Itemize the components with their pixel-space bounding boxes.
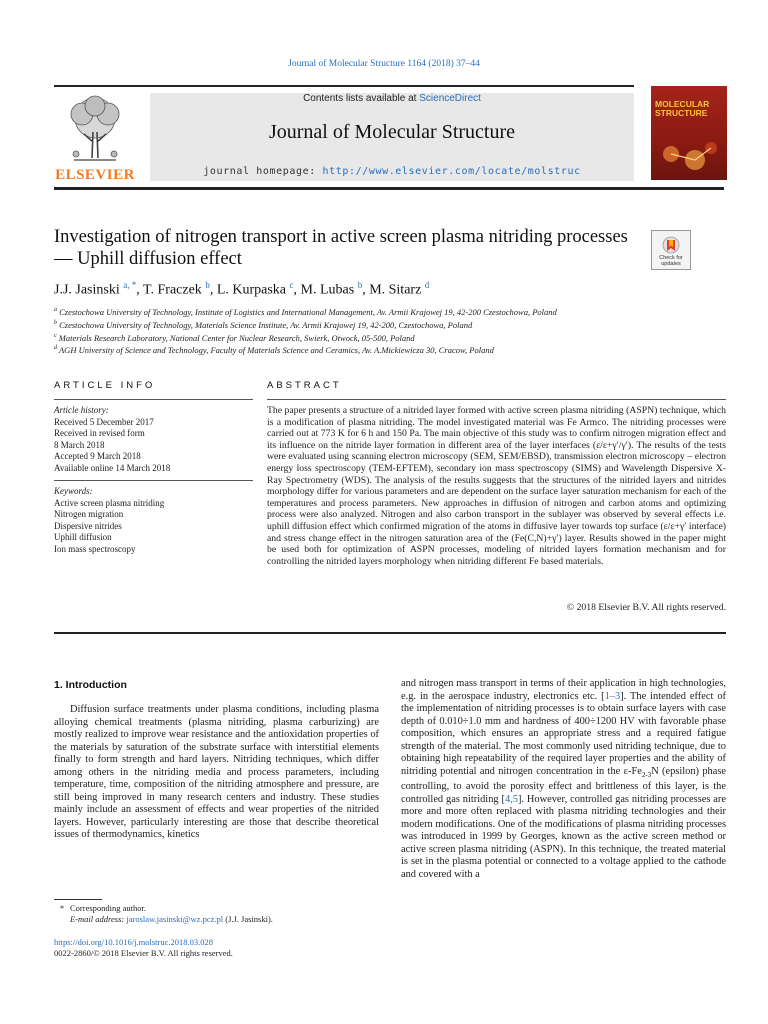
affiliation-line xyxy=(54,318,734,331)
history-item: Received 5 December 2017 xyxy=(54,416,154,427)
author-name[interactable]: M. Lubas xyxy=(300,282,355,298)
doi-block xyxy=(54,937,384,959)
abstract-copyright: © 2018 Elsevier B.V. All rights reserved. xyxy=(566,602,726,613)
bookmark-ribbon-icon xyxy=(660,235,682,257)
author-affiliation-mark[interactable]: b xyxy=(205,280,210,290)
contents-prefix: Contents lists available at xyxy=(303,93,420,104)
affiliation-key: d xyxy=(54,345,57,352)
keywords xyxy=(54,486,254,555)
author-name[interactable]: T. Fraczek xyxy=(142,282,202,298)
journal-homepage xyxy=(150,166,634,177)
affiliation-text: Czestochowa University of Technology, Institute of Logistics and International Management, Av. Armii Krajowej 19, 42-200 Czestochowa, Poland xyxy=(59,306,557,317)
cover-title: MOLECULAR STRUCTURE xyxy=(655,99,710,118)
keyword-item[interactable]: Dispersive nitrides xyxy=(54,520,122,531)
history-label: Article history: xyxy=(54,405,109,415)
author-affiliation-mark[interactable]: a, * xyxy=(123,280,137,290)
footnote-line xyxy=(54,903,384,914)
sciencedirect-link[interactable]: ScienceDirect xyxy=(419,93,481,104)
elsevier-tree-icon xyxy=(54,92,136,166)
introduction-left-column: Diffusion surface treatments under plasma conditions, including plasma alloying chemical treatments (plasma nitriding, plasma carburizing) are mostly realized to improve wear resistance and the antioxidation properties of the materials by saturation of the substrate surface with interstitial elements finally to form strength and hard layers. Nitriding techniques, which differ among others in the nitriding media and process parameters, including temperature, time, composition of the nitriding atmosphere and pressure, are still being improved in many research centers and industry. These studies mainly include an assessment of effects and wear properties of the nitrided layers. However, particularly interesting are those that describe theoretical issues of thermodynamics, kinetics xyxy=(54,704,379,840)
article-info-heading: ARTICLE INFO xyxy=(54,380,156,391)
footnote-line xyxy=(54,914,384,925)
introduction-right-column xyxy=(401,678,726,881)
article-title: Investigation of nitrogen transport in active screen plasma nitriding processes — Uphill diffusion effect xyxy=(54,227,628,269)
homepage-prefix: journal homepage: xyxy=(203,166,323,177)
author-name[interactable]: M. Sitarz xyxy=(369,282,422,298)
journal-title: Journal of Molecular Structure xyxy=(268,121,516,143)
keyword-item[interactable]: Ion mass spectroscopy xyxy=(54,543,136,554)
journal-reference-link[interactable]: Journal of Molecular Structure 1164 (2018) 37–44 xyxy=(288,59,480,69)
affiliation-line xyxy=(54,343,734,356)
footnote-marker: * xyxy=(59,903,65,913)
author-name[interactable]: J.J. Jasinski xyxy=(54,282,120,298)
author-list: J.J. Jasinski $^{a, *}$, T. Fraczek $^b$, L. Kurpaska $^c$, M. Lubas $^b$, M. Sitarz $^d$ xyxy=(54,280,430,298)
subscript: 2-3 xyxy=(641,770,652,779)
homepage-link[interactable]: http://www.elsevier.com/locate/molstruc xyxy=(322,166,581,177)
doi-link[interactable]: https://doi.org/10.1016/j.molstruc.2018.03.028 xyxy=(54,937,213,947)
citation-link[interactable]: 1–3 xyxy=(604,690,621,702)
abstract-text: The paper presents a structure of a nitrided layer formed with active screen plasma nitriding (ASPN) technique, which is a modification of plasma nitriding. The model investigated material was Fe Armco. The nitriding processes were carried out at 773 K for 6 h and 150 Pa. The main objective of this study was to confirm nitrogen migration effect and its influence on the nitride layer formation in different area of the layer interfaces (ε/ε+γ′/γ′). The results of the tests were evaluated using scanning electron microscopy (SEM, SEM/EBSD), transmission electron microscopy – electron energy loss spectroscopy (TEM-EFTEM), secondary ion mass spectroscopy (SIMS) and Wavelength Dispersive X-Ray Spectrometry (WDS). The analysis of the results suggests that the structures of the nitrided layers and nitrides morphology differ for various parameters and are dependent on the surface layer saturation mechanism for each of the temperatures and process parameters. New approaches in diffusion of nitrogen and carbon atoms and optimizing process were also analyzed. Nitrogen and also carbon transport in the sublayer was observed by several effects i.e. uphill diffusion effect which confirmed migration of the atoms in diffusive layer towards top surface (ε/ε+γ′ interface) and stress change effect in the nitrogen saturation area of the (Fe(C,N)+γ′) layer. Results showed in the paper might be used both for optimization of ASPN processes, modeling of nitrided layers formation mechanism and for controlling the nitrided layers morphology when nitriding different Fe based materials. xyxy=(267,405,726,567)
header-bottom-rule xyxy=(54,187,724,190)
issn-copyright: 0022-2860/© 2018 Elsevier B.V. All rights reserved. xyxy=(54,948,233,958)
affiliation-text: Czestochowa University of Technology, Materials Science Institute, Av. Armii Krajowej 19, 42-200, Czestochowa, Poland xyxy=(59,319,473,330)
author-affiliation-mark[interactable]: d xyxy=(424,280,430,290)
affiliation-text: Materials Research Laboratory, National Center for Nuclear Research, Swierk, Otwock, 05-500, Poland xyxy=(58,332,415,343)
affiliation-key: b xyxy=(54,319,57,326)
article-info-rule xyxy=(54,399,253,400)
history-item: Accepted 9 March 2018 xyxy=(54,451,141,461)
affiliation-line xyxy=(54,305,734,318)
email-suffix: (J.J. Jasinski). xyxy=(223,914,273,924)
history-item: Received in revised form xyxy=(54,428,145,438)
history-item: 8 March 2018 xyxy=(54,439,105,450)
abstract-heading: ABSTRACT xyxy=(267,380,342,391)
keyword-item[interactable]: Uphill diffusion xyxy=(54,532,112,542)
keywords-label: Keywords: xyxy=(54,486,93,496)
keyword-item[interactable]: Active screen plasma nitriding xyxy=(54,497,165,508)
affiliation-key: a xyxy=(54,307,57,313)
keywords-rule xyxy=(54,480,253,481)
author-affiliation-mark[interactable]: c xyxy=(289,280,294,290)
affiliation-text: AGH University of Science and Technology, Faculty of Materials Science and Ceramics, Av. A.Mickiewicza 30, Cracow, Poland xyxy=(58,345,494,356)
corresponding-author-footnote xyxy=(54,903,384,925)
body-text: ]. The intended effect of the implementation of nitriding processes is to obtain surface layers with case depth of 0.010÷1.0 mm and hardness of 400÷1200 HV with favorable phase composition, which ensures an appropriate stress and a required fatigue strength of the material. The most commonly used nitriding technique, due to obtaining high repeatability of the required layer properties and the ability of nitriding potential and nitrogen concentration in the ε-Fe xyxy=(401,690,726,777)
author-affiliation-mark[interactable]: b xyxy=(357,280,363,290)
article-history xyxy=(54,405,254,474)
introduction-heading: 1. Introduction xyxy=(54,679,127,691)
author-name[interactable]: L. Kurpaska xyxy=(216,282,287,298)
affiliation-key: c xyxy=(54,332,57,339)
author-email-link[interactable]: jaroslaw.jasinski@wz.pcz.pl xyxy=(126,914,224,924)
cover-molecule-graphic-icon xyxy=(651,130,727,180)
section-divider xyxy=(54,632,726,634)
keyword-item[interactable]: Nitrogen migration xyxy=(54,509,124,519)
check-for-updates-badge[interactable] xyxy=(651,230,691,270)
journal-cover-thumbnail[interactable] xyxy=(651,86,727,180)
body-text: and nitrogen mass transport in terms of their application in high technologies, e.g. in the aerospace industry, electronics etc. [ xyxy=(401,678,726,702)
body-text: N (epsilon) phase controlling, to avoid the porosity effect and brittleness of this layer, is the controlled gas nitriding [ xyxy=(401,765,727,805)
abstract-rule xyxy=(267,399,726,400)
header-top-rule xyxy=(54,85,634,87)
history-item: Available online 14 March 2018 xyxy=(54,462,171,473)
affiliations xyxy=(54,305,734,356)
body-text: ]. However, controlled gas nitriding processes are more and more often replaced with plasma nitriding technologies and their modern modifications. One of the modifications of plasma nitriding processes was introduced in 1999 by Georges, known as the active screen method or active screen plasma nitriding (ASPN). In this technique, the treated material is set in the plasma potential or connected to a voltage applied to the cathode and covered with a xyxy=(401,793,726,880)
email-label: E-mail address: xyxy=(70,914,127,924)
corresponding-label: Corresponding author. xyxy=(70,903,147,913)
affiliation-line xyxy=(54,331,734,344)
elsevier-wordmark: ELSEVIER xyxy=(55,167,135,183)
check-for-updates-label: Check for updates xyxy=(659,255,683,267)
elsevier-logo[interactable] xyxy=(54,92,136,184)
citation-link[interactable]: 4,5 xyxy=(504,793,518,805)
footnote-rule xyxy=(54,899,102,900)
contents-line xyxy=(150,93,634,104)
